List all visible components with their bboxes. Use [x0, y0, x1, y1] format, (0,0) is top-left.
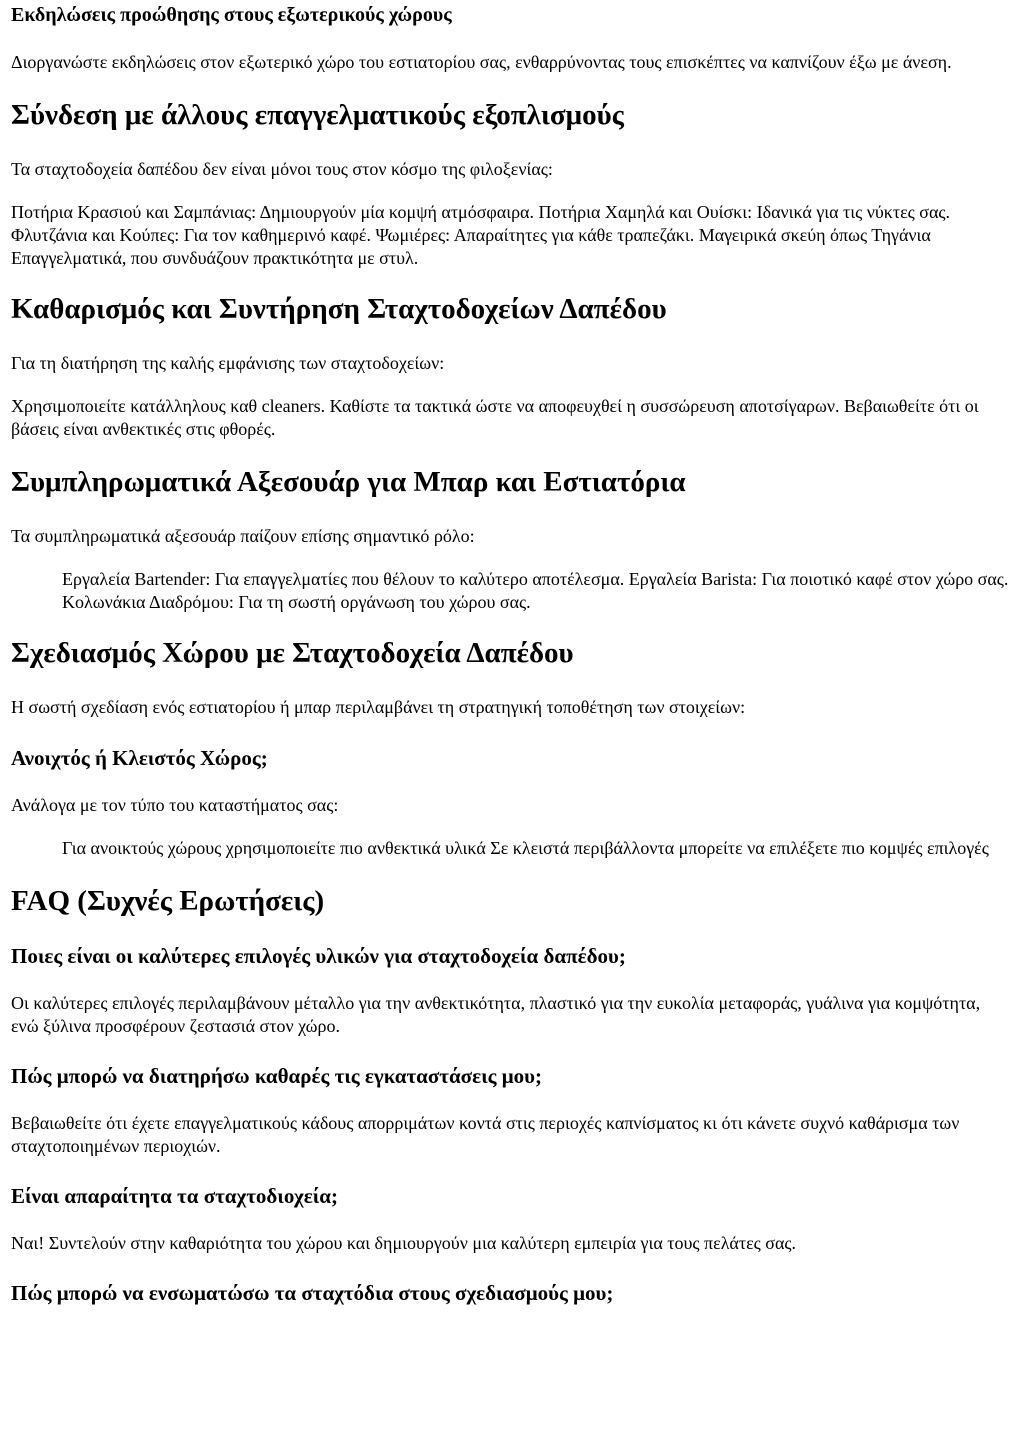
paragraph: Χρησιμοποιείτε κατάλληλους καθ cleaners. Καθίστε τα τακτικά ώστε να αποφευχθεί η συσσώρευση αποτσίγαρων. Βεβαιωθείτε ότι οι βάσεις είναι ανθεκτικές στις φθορές. — [11, 396, 979, 439]
paragraph: Διοργανώστε εκδηλώσεις στον εξωτερικό χώρο του εστιατορίου σας, ενθαρρύνοντας τους επισκέπτες να καπνίζουν έξω με άνεση. — [11, 52, 952, 72]
faq-question: Ποιες είναι οι καλύτερες επιλογές υλικών για σταχτοδοχεία δαπέδου; — [11, 944, 626, 968]
faq-question: Πώς μπορώ να διατηρήσω καθαρές τις εγκαταστάσεις μου; — [11, 1064, 542, 1088]
faq-heading: FAQ (Συχνές Ερωτήσεις) — [11, 885, 325, 917]
blockquote: Για ανοικτούς χώρους χρησιμοποιείτε πιο ανθεκτικά υλικά Σε κλειστά περιβάλλοντα μπορείτε να επιλέξετε πιο κομψές επιλογές — [62, 838, 989, 858]
paragraph: Τα συμπληρωματικά αξεσουάρ παίζουν επίσης σημαντικό ρόλο: — [11, 526, 475, 546]
faq-question: Είναι απαραίτητα τα σταχτοδιοχεία; — [11, 1184, 338, 1208]
faq-answer: Βεβαιωθείτε ότι έχετε επαγγελματικούς κάδους απορριμάτων κοντά στις περιοχές καπνίσματος κι ότι κάνετε συχνό καθάρισμα των σταχτοποιημένων περιοχιών. — [11, 1113, 960, 1156]
faq-answer: Οι καλύτερες επιλογές περιλαμβάνουν μέταλλο για την ανθεκτικότητα, πλαστικό για την ευκολία μεταφοράς, γυάλινα για κομψότητα, ενώ ξύλινα προσφέρουν ζεστασιά στον χώρο. — [11, 993, 981, 1036]
article — [0, 4, 1024, 1305]
paragraph: Για τη διατήρηση της καλής εμφάνισης των σταχτοδοχείων: — [11, 353, 445, 373]
faq-answer: Ναι! Συντελούν στην καθαριότητα του χώρου και δημιουργούν μια καλύτερη εμπειρία για τους πελάτες σας. — [11, 1233, 797, 1253]
faq-question: Πώς μπορώ να ενσωματώσω τα σταχτόδια στους σχεδιασμούς μου; — [11, 1281, 614, 1305]
blockquote: Εργαλεία Bartender: Για επαγγελματίες που θέλουν το καλύτερο αποτέλεσμα. Εργαλεία Barista: Για ποιοτικό καφέ στον χώρο σας. Κολωνάκια Διαδρόμου: Για τη σωστή οργάνωση του χώρου σας. — [62, 569, 1009, 612]
section-heading-cleaning: Καθαρισμός και Συντήρηση Σταχτοδοχείων Δαπέδου — [11, 293, 667, 325]
subheading-open-closed-space: Ανοιχτός ή Κλειστός Χώρος; — [11, 746, 268, 770]
section-heading-outdoor-events: Εκδηλώσεις προώθησης στους εξωτερικούς χώρους — [11, 4, 452, 26]
paragraph: Η σωστή σχεδίαση ενός εστιατορίου ή μπαρ περιλαμβάνει τη στρατηγική τοποθέτηση των στοιχείων: — [11, 697, 746, 717]
paragraph: Τα σταχτοδοχεία δαπέδου δεν είναι μόνοι τους στον κόσμο της φιλοξενίας: — [11, 159, 553, 179]
section-heading-space-design: Σχεδιασμός Χώρου με Σταχτοδοχεία Δαπέδου — [11, 637, 574, 669]
section-heading-equipment: Σύνδεση με άλλους επαγγελματικούς εξοπλισμούς — [11, 99, 624, 131]
section-heading-accessories: Συμπληρωματικά Αξεσουάρ για Μπαρ και Εστιατόρια — [11, 466, 686, 498]
paragraph: Ανάλογα με τον τύπο του καταστήματος σας: — [11, 795, 339, 815]
paragraph: Ποτήρια Κρασιού και Σαμπάνιας: Δημιουργούν μία κομψή ατμόσφαιρα. Ποτήρια Χαμηλά και Ουίσκι: Ιδανικά για τις νύκτες σας. Φλυτζάνια και Κούπες: Για τον καθημερινό καφέ. Ψωμιέρες: Απαραίτητες για κάθε τραπεζάκι. Μαγειρικά σκεύη όπως Τηγάνια Επαγγελματικά, που συνδυάζουν πρακτικότητα με στυλ. — [11, 202, 951, 268]
